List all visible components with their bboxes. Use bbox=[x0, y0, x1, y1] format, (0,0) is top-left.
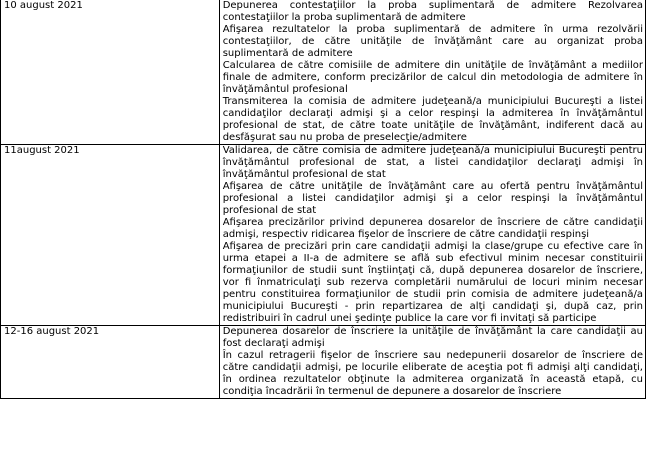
activity-text: Depunerea contestaţiilor la proba suplimentară de admitere Rezolvarea contestaţiilor la proba suplimentară de admitere bbox=[222, 0, 643, 23]
activity-text: În cazul retragerii fişelor de înscriere sau nedepunerii dosarelor de înscriere de către candidaţii admişi, pe locurile eliberate de aceştia pot fi admişi alţi candidaţi, în ordinea rezultatelor obţinute la admiterea organizată în această etapă, cu condiţia încadrării în termenul de depunere a dosarelor de înscriere bbox=[222, 350, 643, 397]
date-cell: 12-16 august 2021 bbox=[1, 326, 220, 399]
activity-text: Afişarea de către unităţile de învăţământ care au ofertă pentru învăţământul profesional a listei candidaţilor admişi şi a celor respinşi la învăţământul profesional de stat bbox=[222, 181, 643, 216]
activities-cell bbox=[219, 0, 645, 145]
date-cell: 10 august 2021 bbox=[1, 0, 220, 145]
activities-cell bbox=[219, 145, 645, 326]
activity-text: Afişarea de precizări prin care candidaţii admişi la clase/grupe cu efective care în urma etapei a II-a de admitere se află sub efectivul minim necesar constituirii formaţiunilor de studii sunt înştiinţaţi că, după depunerea dosarelor de înscriere, vor fi înmatriculaţi sub rezerva completării numărului de locuri minim necesar pentru constituirea formaţiunilor de studii prin comisia de admitere judeţeană/a municipiului Bucureşti - prin repartizarea de alţi candidaţi şi, după caz, prin redistribuiri în cadrul unei şedinţe publice la care vor fi invitaţi să participe bbox=[222, 241, 643, 324]
activity-text: Afişarea precizărilor privind depunerea dosarelor de înscriere de către candidaţii admişi, respectiv ridicarea fişelor de înscriere de către candidaţii respinşi bbox=[222, 217, 643, 240]
table-row bbox=[1, 326, 646, 399]
activity-text: Validarea, de către comisia de admitere judeţeană/a municipiului Bucureşti pentru învăţământul profesional de stat, a listei candidaţilor declaraţi admişi în învăţământul profesional de stat bbox=[222, 145, 643, 180]
activities-cell bbox=[219, 326, 645, 399]
activity-text: Calcularea de către comisiile de admitere din unităţile de învăţământ a mediilor finale de admitere, conform precizărilor de calcul din metodologia de admitere în învăţământul profesional bbox=[222, 60, 643, 95]
table-row bbox=[1, 0, 646, 145]
activity-text: Transmiterea la comisia de admitere judeţeană/a municipiului Bucureşti a listei candidaţilor declaraţi admişi şi a celor respinşi la admiterea în învăţământul profesional de stat, de către toate unităţile de învăţământ, indiferent dacă au desfăşurat sau nu proba de preselecţie/admitere bbox=[222, 96, 643, 143]
date-cell: 11august 2021 bbox=[1, 145, 220, 326]
table-row bbox=[1, 145, 646, 326]
activity-text: Depunerea dosarelor de înscriere la unităţile de învăţământ la care candidaţii au fost declaraţi admişi bbox=[222, 326, 643, 349]
activity-text: Afişarea rezultatelor la proba suplimentară de admitere în urma rezolvării contestaţiilor, de către unităţile de învăţământ care au organizat proba suplimentară de admitere bbox=[222, 24, 643, 59]
